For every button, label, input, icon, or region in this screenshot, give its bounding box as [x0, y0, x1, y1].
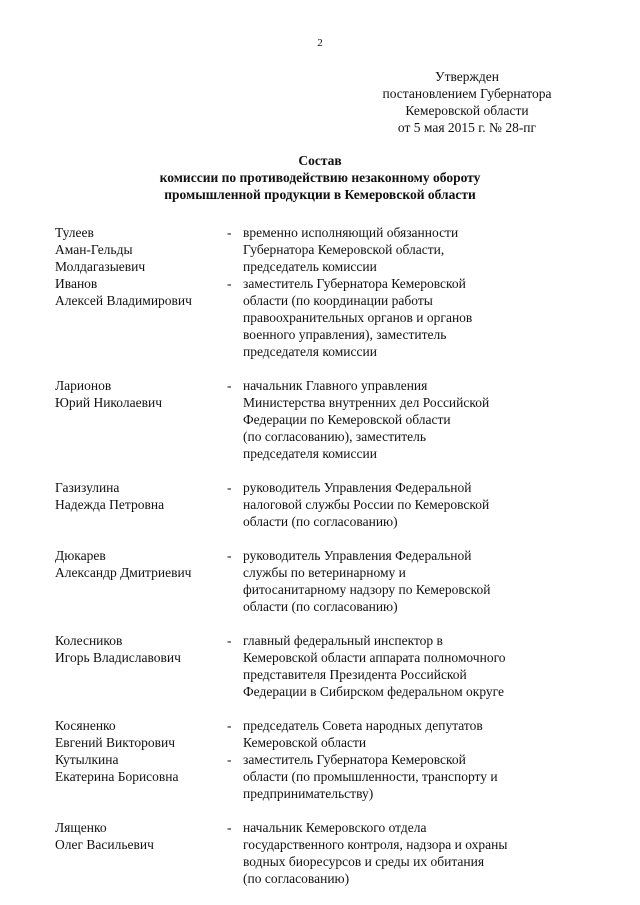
member-position-line: налоговой службы России по Кемеровской [243, 497, 490, 512]
title-line: комиссии по противодействию незаконному обороту [159, 170, 481, 185]
member-name [55, 377, 227, 462]
member-name-line: Игорь Владиславович [55, 650, 181, 665]
member-name [55, 224, 227, 275]
member-name-line: Евгений Викторович [55, 735, 175, 750]
member-position-line: Министерства внутренних дел Российской [243, 395, 490, 410]
member-name-line: Екатерина Борисовна [55, 769, 179, 784]
member-position [243, 224, 533, 275]
member-name-line: Юрий Николаевич [55, 395, 162, 410]
member-name [55, 547, 227, 615]
member-name [55, 632, 227, 700]
member-position-line: области (по согласованию) [243, 599, 398, 614]
member-position [243, 751, 533, 802]
member-position-line: предпринимательству) [243, 786, 374, 801]
member-position-line: военного управления), заместитель [243, 327, 447, 342]
member-dash: - [227, 480, 232, 495]
member-row [55, 751, 575, 802]
member-dash: - [227, 633, 232, 648]
member-position [243, 275, 533, 360]
member-row [55, 275, 575, 360]
member-dash: - [227, 752, 232, 767]
member-dash: - [227, 276, 232, 291]
member-name-line: Газизулина [55, 480, 120, 495]
member-position [243, 547, 533, 615]
member-name-line: Ларионов [55, 378, 112, 393]
approval-line: Кемеровской области [405, 103, 529, 118]
member-name [55, 479, 227, 530]
member-row [55, 717, 575, 751]
approval-block [362, 68, 572, 136]
member-position [243, 479, 533, 530]
member-position-line: начальник Главного управления [243, 378, 428, 393]
approval-line: Утвержден [435, 69, 499, 84]
member-name-line: Лященко [55, 820, 107, 835]
document-title [100, 152, 540, 203]
member-name [55, 275, 227, 360]
member-name-line: Иванов [55, 276, 98, 291]
member-name-line: Косяненко [55, 718, 116, 733]
member-row [55, 224, 575, 275]
member-position-line: начальник Кемеровского отдела [243, 820, 427, 835]
member-position-line: правоохранительных органов и органов [243, 310, 473, 325]
member-position-line: службы по ветеринарному и [243, 565, 406, 580]
member-position-line: председатель комиссии [243, 259, 377, 274]
member-name-line: Олег Васильевич [55, 837, 154, 852]
member-position-line: области (по промышленности, транспорту и [243, 769, 498, 784]
member-position-line: (по согласованию), заместитель [243, 429, 426, 444]
member-dash: - [227, 378, 232, 393]
member-position-line: Кемеровской области [243, 735, 367, 750]
member-position-line: председателя комиссии [243, 344, 377, 359]
member-position [243, 632, 533, 700]
member-name-line: Александр Дмитриевич [55, 565, 192, 580]
page-number: 2 [317, 37, 323, 49]
member-name [55, 751, 227, 802]
member-position-line: заместитель Губернатора Кемеровской [243, 752, 466, 767]
member-dash: - [227, 820, 232, 835]
member-position-line: руководитель Управления Федеральной [243, 548, 472, 563]
member-name-line: Алексей Владимирович [55, 293, 192, 308]
member-position-line: государственного контроля, надзора и охраны [243, 837, 508, 852]
member-dash: - [227, 548, 232, 563]
member-position-line: области (по координации работы [243, 293, 433, 308]
member-position-line: председателя комиссии [243, 446, 377, 461]
member-position-line: главный федеральный инспектор в [243, 633, 443, 648]
member-position-line: (по согласованию) [243, 871, 350, 886]
member-position [243, 377, 533, 462]
member-name-line: Аман-Гельды [55, 242, 133, 257]
member-row [55, 547, 575, 615]
member-row [55, 479, 575, 530]
member-position-line: Федерации по Кемеровской области [243, 412, 451, 427]
member-position-line: фитосанитарному надзору по Кемеровской [243, 582, 491, 597]
member-position-line: области (по согласованию) [243, 514, 398, 529]
member-name [55, 717, 227, 751]
member-name [55, 819, 227, 887]
member-position-line: представителя Президента Российской [243, 667, 467, 682]
member-position-line: временно исполняющий обязанности [243, 225, 459, 240]
member-name-line: Надежда Петровна [55, 497, 165, 512]
member-position-line: заместитель Губернатора Кемеровской [243, 276, 466, 291]
member-position-line: Федерации в Сибирском федеральном округе [243, 684, 505, 699]
member-name-line: Тулеев [55, 225, 94, 240]
member-name-line: Дюкарев [55, 548, 106, 563]
title-line: промышленной продукции в Кемеровской области [164, 187, 476, 202]
approval-line: от 5 мая 2015 г. № 28-пг [397, 120, 537, 135]
member-position-line: Кемеровской области аппарата полномочного [243, 650, 506, 665]
member-position-line: председатель Совета народных депутатов [243, 718, 483, 733]
member-row [55, 377, 575, 462]
member-name-line: Кутылкина [55, 752, 119, 767]
members-list [55, 224, 575, 887]
member-position-line: водных биоресурсов и среды их обитания [243, 854, 485, 869]
title-line: Состав [298, 153, 342, 168]
member-position-line: руководитель Управления Федеральной [243, 480, 472, 495]
member-position-line: Губернатора Кемеровской области, [243, 242, 445, 257]
member-row [55, 632, 575, 700]
member-dash: - [227, 225, 232, 240]
member-row [55, 819, 575, 887]
approval-line: постановлением Губернатора [382, 86, 552, 101]
member-dash: - [227, 718, 232, 733]
member-position [243, 717, 533, 751]
member-position [243, 819, 533, 887]
member-name-line: Молдагазыевич [55, 259, 146, 274]
member-name-line: Колесников [55, 633, 123, 648]
